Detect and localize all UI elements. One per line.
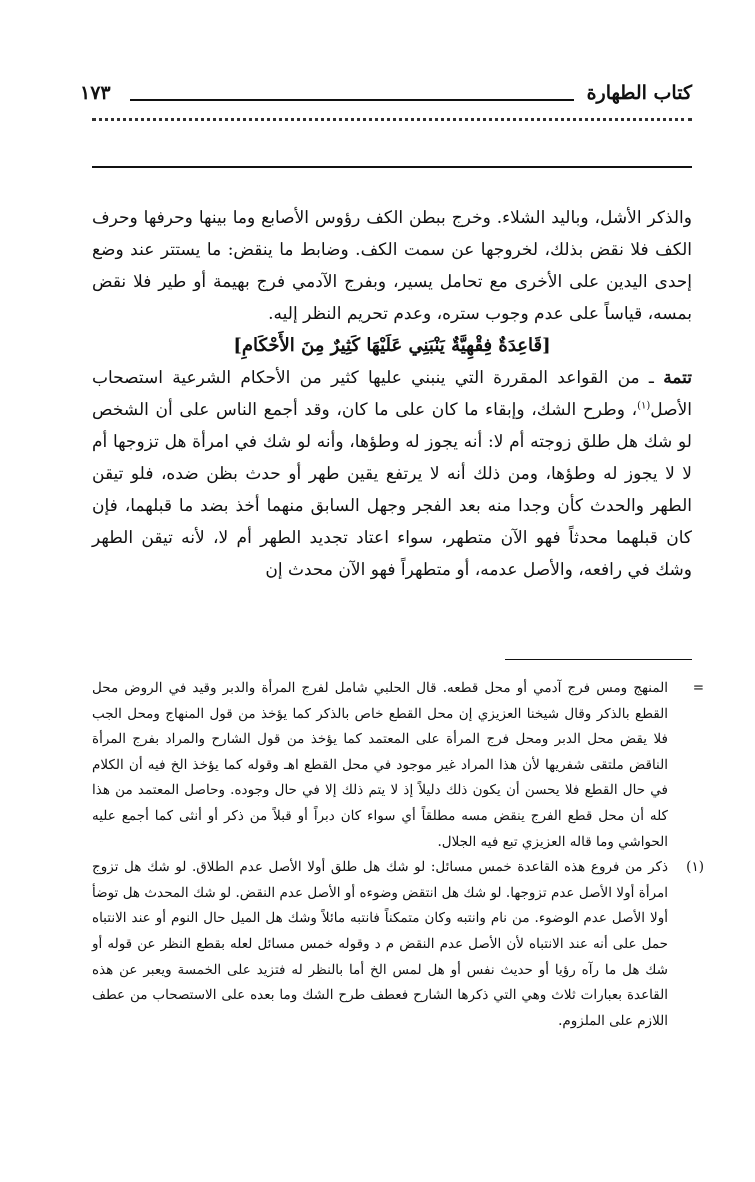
footnote-separator <box>505 659 692 660</box>
page-number: ١٧٣ <box>80 82 111 104</box>
dotted-divider <box>92 118 692 129</box>
footnote-text: المنهج ومس فرج آدمي أو محل قطعه. قال الحلبي شامل لفرج المرأة والدبر وقيد في الروض محل القطع بالذكر وقال شيخنا العزيزي إن محل القطع خاص بالذكر كما يؤخذ من قول المنهاج ومحل الجب فلا يقض محل الدبر ومحل فرج المرأة على المعتمد كما يؤخذ من قول الشارح والمراد بفرج المرأة الناقض ملتقى شفريها لأن هذا المراد غير موجود في محل القطع اهـ وقوله كما يؤخذ الخ فيه أن الكلام في حال القطع فلا يحسن أن يكون ذلك دليلاً إذ لا يتم ذلك إلا في حال وجوده. وحاصل المعتمد من هذا كله أن محل قطع الفرج ينقض مسه مطلقاً أي سواء كان دبراً أو قبلاً من ذكر أو أنثى كما أجمع عليه الحواشي وما قاله العزيزي تبع فيه الجلال. <box>92 680 668 850</box>
footnote-continued <box>92 676 704 855</box>
header-rule <box>130 99 574 101</box>
main-text <box>92 202 692 586</box>
page-header <box>80 82 692 112</box>
footnote-ref[interactable]: (١) <box>637 400 651 412</box>
footnote-1 <box>92 855 704 1034</box>
footnote-marker: (١) <box>686 859 704 876</box>
section-heading: [قَاعِدَةٌ فِقْهِيَّةٌ يَنْبَنِي عَلَيْهَا كَثِيرٌ مِنَ الأَحْكَامِ] <box>233 335 551 356</box>
footnote-text: ذكر من فروع هذه القاعدة خمس مسائل: لو شك هل طلق أولا الأصل عدم الطلاق. لو شك هل تزوج امرأة أولا الأصل عدم تزوجها. لو شك هل انتقض وضوءه أو الأصل عدم النقض. لو شك المحدث هل توضأ أولا الأصل عدم الوضوء. من نام وانتبه وكان متمكناً فانتبه مائلاً وشك هل الميل حال النوم أو عند الانتباه حمل على أنه عند الانتباه لأن الأصل عدم النقض م د وقوله خمس مسائل لعله بقطع النظر عن قوله أو شك هل ما رآه رؤيا أو حديث نفس أو هل لمس الخ أما بالنظر له فتزيد على الخمسة ويعبر عن هذه القاعدة بعبارات ثلاث وهي التي ذكرها الشارح فعطف طرح الشك وما بعده على الاستصحاب من عطف اللازم على الملزوم. <box>92 859 668 1029</box>
top-rule <box>92 166 692 168</box>
tatimma-label: تتمة <box>663 368 692 388</box>
paragraph-2-part-b: ، وطرح الشك، وإبقاء ما كان على ما كان، وقد أجمع الناس على أن الشخص لو شك هل طلق زوجته أم لا: أنه يجوز له وطؤها، وأنه لو شك في امرأة هل تزوجها أم لا لا يجوز له وطؤها، ومن ذلك أنه لا يرتفع يقين طهر أو حدث بظن ضده، فلو تيقن الطهر والحدث كأن وجدا منه بعد الفجر وجهل السابق منهما أخذ بضد ما قبلهما، فإن كان قبلهما محدثاً فهو الآن متطهر، سواء اعتاد تجديد الطهر أم لا، لأنه تيقن الطهر وشك في رافعه، والأصل عدمه، أو متطهراً فهو الآن محدث إن <box>92 400 692 580</box>
paragraph-1: والذكر الأشل، وباليد الشلاء. وخرج ببطن الكف رؤوس الأصابع وما بينها وحرفها وحرف الكف فلا نقض بذلك، لخروجها عن سمت الكف. وضابط ما ينقض: ما يستتر عند وضع إحدى اليدين على الأخرى مع تحامل يسير، وبفرج الآدمي فرج بهيمة أو طير فلا نقض بمسه، قياساً على عدم وجوب ستره، وعدم تحريم النظر إليه. <box>92 208 692 324</box>
book-title: كتاب الطهارة <box>586 82 692 104</box>
paragraph-2 <box>92 362 692 586</box>
paragraph-2-part-a: ـ من القواعد المقررة التي ينبني عليها كثير من الأحكام الشرعية استصحاب الأصل <box>92 368 692 420</box>
footnote-marker: = <box>692 680 704 696</box>
footnotes <box>92 676 704 1034</box>
